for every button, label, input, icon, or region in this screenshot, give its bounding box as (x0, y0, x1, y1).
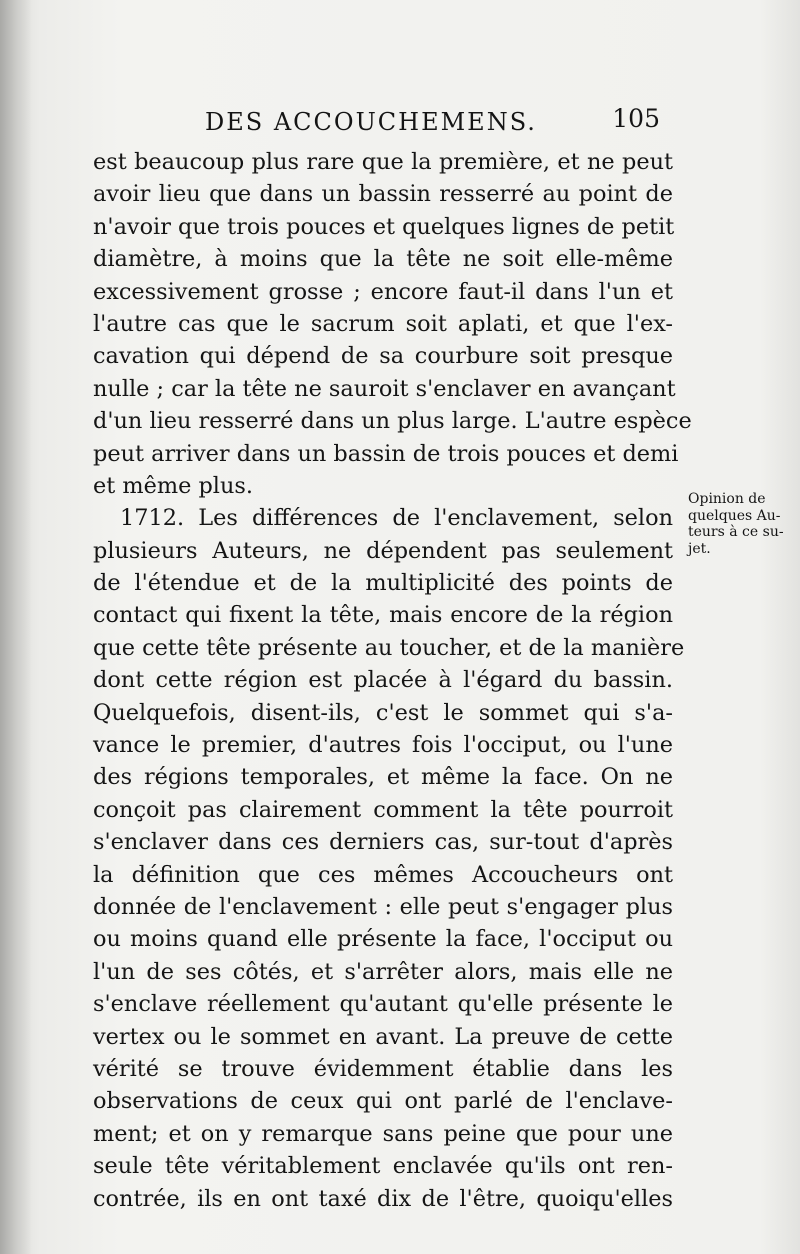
text-line: plusieurs Auteurs, ne dépendent pas seulement (93, 537, 673, 564)
body-text (93, 146, 692, 1215)
text-line: et même plus. (93, 472, 253, 499)
paragraph-start-line: 1712. Les différences de l'enclavement, selon (120, 505, 673, 532)
text-line: est beaucoup plus rare que la première, et ne peut (93, 149, 673, 175)
text-line: l'un de ses côtés, et s'arrêter alors, mais elle ne (93, 958, 673, 985)
text-line: d'un lieu resserré dans un plus large. L'autre espèce (93, 408, 692, 435)
text-line: de l'étendue et de la multiplicité des points de (93, 570, 673, 597)
margin-note-line: Opinion de (688, 491, 766, 507)
margin-note-line: teurs à ce su- (688, 524, 784, 540)
text-line: seule tête véritablement enclavée qu'ils ont ren- (93, 1153, 673, 1180)
text-line: observations de ceux qui ont parlé de l'enclave- (93, 1088, 673, 1115)
text-line: donnée de l'enclavement : elle peut s'engager plus (93, 893, 673, 920)
running-title: DES ACCOUCHEMENS. (205, 108, 537, 136)
text-line: dont cette région est placée à l'égard du bassin. (93, 667, 673, 694)
text-line: peut arriver dans un bassin de trois pouces et demi (93, 440, 679, 467)
text-line: vertex ou le sommet en avant. La preuve de cette (93, 1023, 673, 1050)
text-line: conçoit pas clairement comment la tête pourroit (93, 796, 673, 823)
margin-note (688, 491, 796, 557)
text-line: vérité se trouve évidemment établie dans les (93, 1055, 673, 1082)
text-line: excessivement grosse ; encore faut-il dans l'un et (93, 278, 673, 305)
text-line: s'enclave réellement qu'autant qu'elle présente le (93, 991, 673, 1018)
text-line: la définition que ces mêmes Accoucheurs ont (93, 861, 673, 888)
margin-note-line: quelques Au- (688, 507, 781, 524)
text-line: Quelquefois, disent-ils, c'est le sommet qui s'a- (93, 699, 673, 726)
text-line: l'autre cas que le sacrum soit aplati, et que l'ex- (93, 310, 673, 337)
page-spine-shadow (0, 0, 32, 1254)
text-line: des régions temporales, et même la face. On ne (93, 764, 673, 791)
text-line: avoir lieu que dans un bassin resserré au point de (93, 181, 673, 208)
text-line: cavation qui dépend de sa courbure soit presque (93, 343, 673, 370)
text-line: que cette tête présente au toucher, et de la manière (93, 634, 685, 661)
text-line: ment; et on y remarque sans peine que pour une (93, 1120, 673, 1147)
text-line: contact qui fixent la tête, mais encore de la région (93, 602, 673, 629)
text-line: n'avoir que trois pouces et quelques lignes de petit (93, 213, 675, 240)
text-line: contrée, ils en ont taxé dix de l'être, quoiqu'elles (93, 1185, 673, 1212)
margin-note-line: jet. (688, 540, 711, 557)
text-line: s'enclaver dans ces derniers cas, sur-tout d'après (93, 829, 673, 856)
text-line: vance le premier, d'autres fois l'occiput, ou l'une (93, 732, 673, 759)
text-line: ou moins quand elle présente la face, l'occiput ou (93, 926, 673, 953)
text-line: diamètre, à moins que la tête ne soit elle-même (93, 246, 673, 273)
page-header (205, 104, 660, 140)
text-line: nulle ; car la tête ne sauroit s'enclaver en avançant (93, 375, 676, 402)
page-number: 105 (612, 104, 660, 133)
